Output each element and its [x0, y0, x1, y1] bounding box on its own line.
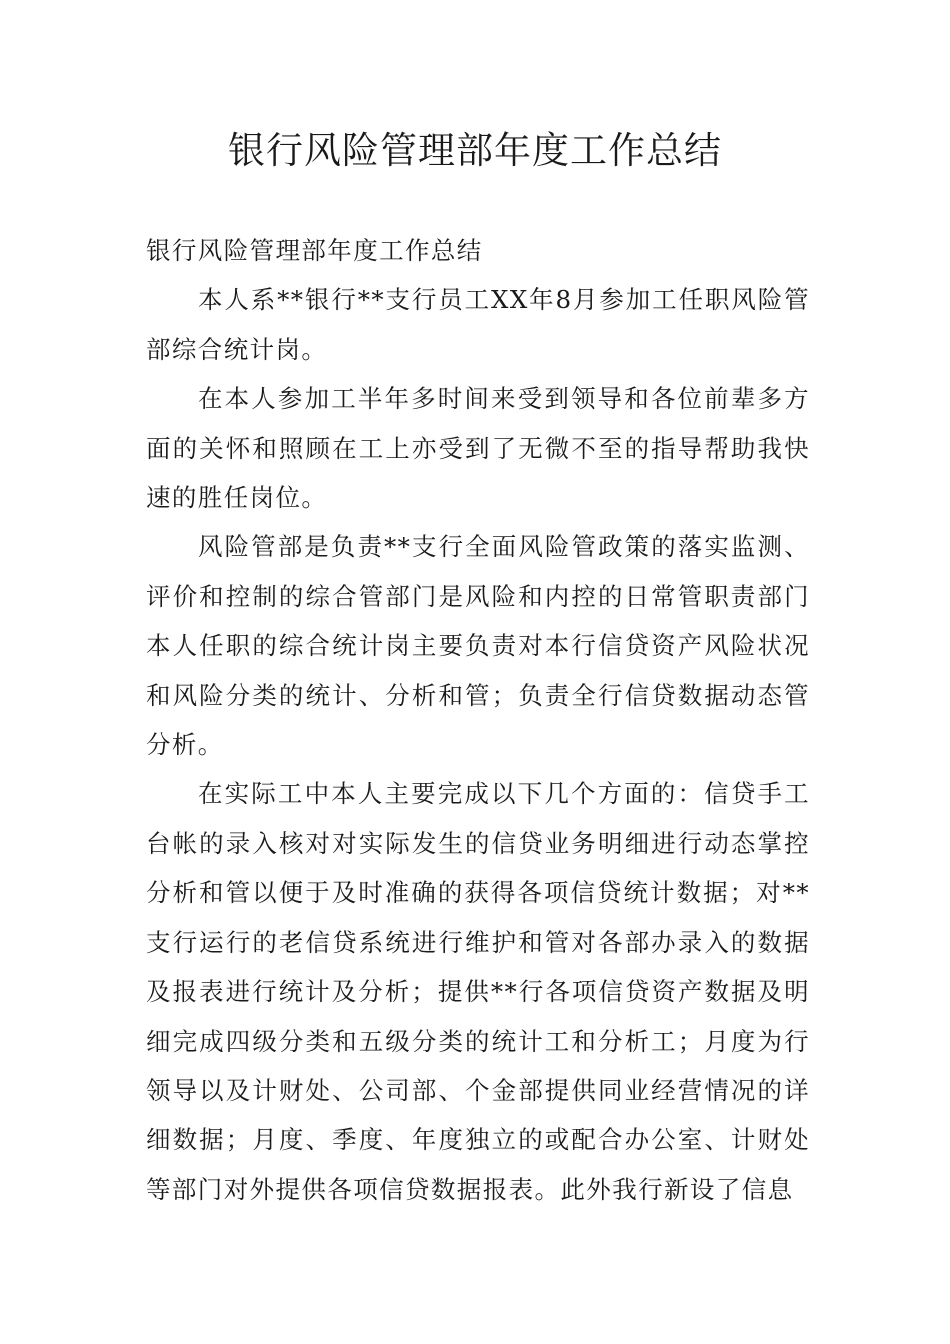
document-subtitle: 银行风险管理部年度工作总结: [146, 236, 483, 265]
document-title: 银行风险管理部年度工作总结: [228, 129, 722, 172]
paragraph-2: 在本人参加工半年多时间来受到领导和各位前辈多方面的关怀和照顾在工上亦受到了无微不至的指导帮助我快速的胜任岗位。: [146, 384, 810, 513]
paragraph-1: 本人系**银行**支行员工XX年8月参加工任职风险管部综合统计岗。: [146, 285, 810, 364]
paragraph-3: 风险管部是负责**支行全面风险管政策的落实监测、评价和控制的综合管部门是风险和内控的日常管职责部门本人任职的综合统计岗主要负责对本行信贷资产风险状况和风险分类的统计、分析和管；负责全行信贷数据动态管分析。: [146, 532, 810, 760]
document-body: [146, 226, 810, 1214]
paragraph-4: 在实际工中本人主要完成以下几个方面的：信贷手工台帐的录入核对对实际发生的信贷业务明细进行动态掌控分析和管以便于及时准确的获得各项信贷统计数据；对**支行运行的老信贷系统进行维护和管对各部办录入的数据及报表进行统计及分析；提供**行各项信贷资产数据及明细完成四级分类和五级分类的统计工和分析工；月度为行领导以及计财处、公司部、个金部提供同业经营情况的详细数据；月度、季度、年度独立的或配合办公室、计财处等部门对外提供各项信贷数据报表。此外我行新设了信息: [146, 779, 810, 1204]
